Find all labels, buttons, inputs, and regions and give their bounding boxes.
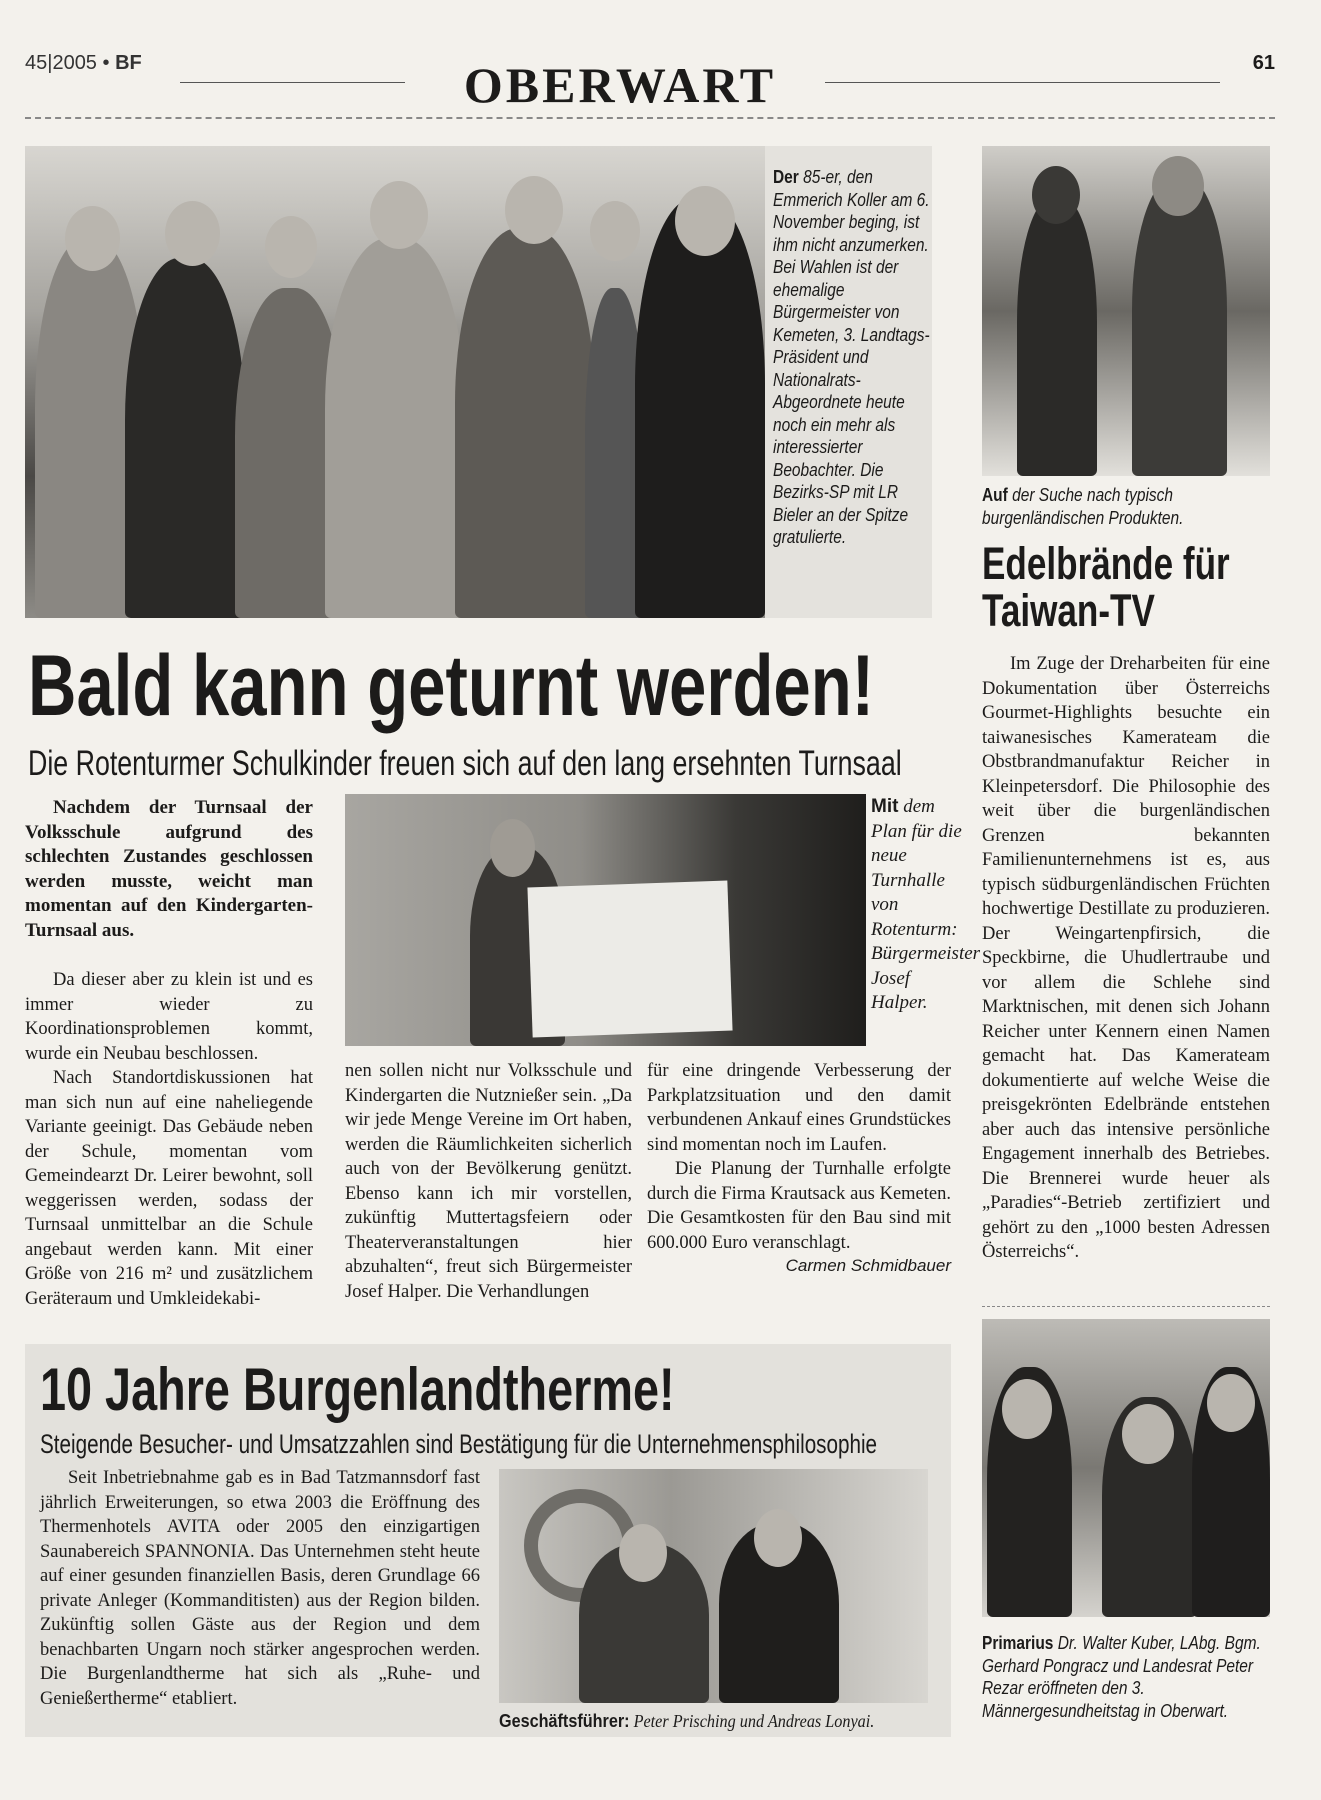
main-col-2	[345, 1059, 632, 1304]
right-divider	[982, 1306, 1270, 1307]
main-col-3	[647, 1059, 951, 1278]
main-lead	[25, 796, 313, 943]
main-subheadline: Die Rotenturmer Schulkinder freuen sich auf den lang ersehnten Turnsaal	[28, 744, 902, 783]
brand: BF	[115, 52, 142, 74]
header-rule-left	[180, 82, 405, 83]
body-paragraph: Die Planung der Turnhalle erfolgte durch die Firma Krautsack aus Kemeten. Die Gesamtkosten für den Bau sind mit 600.000 Euro veranschlagt.	[647, 1159, 951, 1253]
caption-lead: Geschäftsführer:	[499, 1711, 630, 1731]
therme-managers-photo	[499, 1469, 928, 1703]
caption-lead: Auf	[982, 485, 1008, 505]
camera-team-photo	[982, 146, 1270, 476]
caption-lead: Primarius	[982, 1633, 1054, 1653]
plan-sheet	[527, 881, 732, 1038]
side-body-paragraph: Im Zuge der Dreharbeiten für eine Dokumentation über Österreichs Gourmet-Highlights besuchte ein taiwanesisches Kamerateam die Obstbrandmanufaktur Reicher in Kleinpetersdorf. Die Philosophie des weit über die burgenländischen Grenzen bekannten Familienunternehmens ist es, aus typisch südburgenländischen Früchten hochwertige Destillate zu produzieren. Der Weingartenpfirsich, die Speckbirne, die Uhudlertraube und vor allem die Schlehe sind Marktnischen, mit denen sich Johann Reicher unter Kennern einen Namen gemacht hat. Das Kamerateam dokumentierte auf welche Weise die preisgekrönten Edelbrände entstehen aber auch das intensive persönliche Engagement innerhalb des Betriebes. Die Brennerei wurde heuer als „Paradies“-Betrieb zertifiziert und gehört zu den „1000 besten Adressen Österreichs“.	[982, 654, 1270, 1262]
caption-text: der Suche nach typisch burgenländischen Produkten.	[982, 485, 1184, 528]
body-paragraph: für eine dringende Verbesserung der Parkplatzsituation und den damit verbundenen Ankauf eines Grundstückes sind momentan noch im Laufen.	[647, 1061, 951, 1155]
body-paragraph: Seit Inbetriebnahme gab es in Bad Tatzmannsdorf fast jährlich Erweiterungen, so etwa 2003 die Eröffnung des Thermenhotels AVITA oder 2005 den einzigartigen Saunabereich SPANNONIA. Das Unternehmen steht heute auf einer gesunden finanziellen Basis, deren Grundlage 66 private Anleger (Kommanditisten) aus der Region bilden. Zukünftig sollen Gäste aus der Region und dem benachbarten Ungarn noch stärker angesprochen werden. Die Burgenlandtherme hat sich als „Ruhe- und Genießertherme“ etabliert.	[40, 1468, 480, 1709]
side-headline-line2: Taiwan-TV	[982, 585, 1155, 636]
caption-lead: Der	[773, 167, 799, 187]
group-photo-caption	[773, 166, 932, 549]
issue-number: 45|2005	[25, 52, 97, 74]
body-paragraph: Nach Standortdiskussionen hat man sich nun auf eine naheliegende Variante geeinigt. Das Gebäude neben der Schule, momentan vom Gemeindearzt Dr. Leirer bewohnt, soll weggerissen werden, sodass der Turnsaal unmittelbar an die Schule angebaut werden kann. Mit einer Größe von 216 m² und zusätzlichem Geräteraum und Umkleidekabi-	[25, 1068, 313, 1309]
therme-body	[40, 1466, 480, 1711]
issue-label	[25, 52, 142, 75]
lead-paragraph: Nachdem der Turnsaal der Volksschule aufgrund des schlechten Zustandes geschlossen werden musste, weicht man momentan auf den Kindergarten-Turnsaal aus.	[25, 797, 313, 941]
side-headline-line1: Edelbrände für	[982, 538, 1230, 589]
header-rule-right	[825, 82, 1220, 83]
health-day-photo	[982, 1319, 1270, 1617]
section-title: OBERWART	[463, 57, 777, 113]
therme-photo-caption	[499, 1710, 967, 1733]
main-headline: Bald kann geturnt werden!	[28, 638, 875, 734]
caption-text: 85-er, den Emmerich Koller am 6. November beging, ist ihm nicht anzumerken. Bei Wahlen ist der ehemalige Bürgermeister von Kemeten, 3. Landtags-Präsident und Nationalrats-Abgeordnete heute noch ein mehr als interessierter Beobachter. Die Bezirks-SP mit LR Bieler an der Spitze gratulierte.	[773, 167, 930, 547]
bullet: •	[102, 52, 110, 74]
group-photo	[25, 146, 765, 618]
caption-text: dem Plan für die neue Turnhalle von Rotenturm: Bürgermeister Josef Halper.	[871, 796, 981, 1013]
camera-team-caption	[982, 484, 1266, 529]
health-day-caption	[982, 1632, 1266, 1722]
therme-headline: 10 Jahre Burgenlandtherme!	[40, 1356, 675, 1423]
author: Carmen Schmidbauer	[785, 1256, 951, 1275]
side-article-body	[982, 652, 1270, 1265]
therme-subheadline: Steigende Besucher- und Umsatzzahlen sind Bestätigung für die Unternehmensphilosophie	[40, 1429, 878, 1459]
body-paragraph: nen sollen nicht nur Volksschule und Kindergarten die Nutznießer sein. „Da wir jede Menge Vereine im Ort haben, werden die Räumlichkeiten sicherlich auch von der Bevölkerung genützt. Ebenso kann ich mir vorstellen, zukünftig Muttertagsfeiern oder Theaterveranstaltungen hier abzuhalten“, freut sich Bürgermeister Josef Halper. Die Verhandlungen	[345, 1061, 632, 1302]
caption-text: Dr. Walter Kuber, LAbg. Bgm. Gerhard Pongracz und Landesrat Peter Rezar eröffneten den 3. Männergesundheitstag in Oberwart.	[982, 1633, 1261, 1721]
caption-lead: Mit	[871, 796, 899, 817]
group-photo-caption-box	[765, 146, 932, 618]
page-number: 61	[1252, 52, 1275, 74]
side-headline	[982, 540, 1230, 634]
mayor-plan-photo	[345, 794, 866, 1046]
mayor-photo-caption	[871, 795, 981, 1016]
body-paragraph: Da dieser aber zu klein ist und es immer wieder zu Koordinationsproblemen kommt, wurde ein Neubau beschlossen.	[25, 970, 313, 1064]
caption-text: Peter Prisching und Andreas Lonyai.	[629, 1711, 875, 1731]
header-divider	[25, 117, 1275, 119]
main-col-1	[25, 968, 313, 1311]
